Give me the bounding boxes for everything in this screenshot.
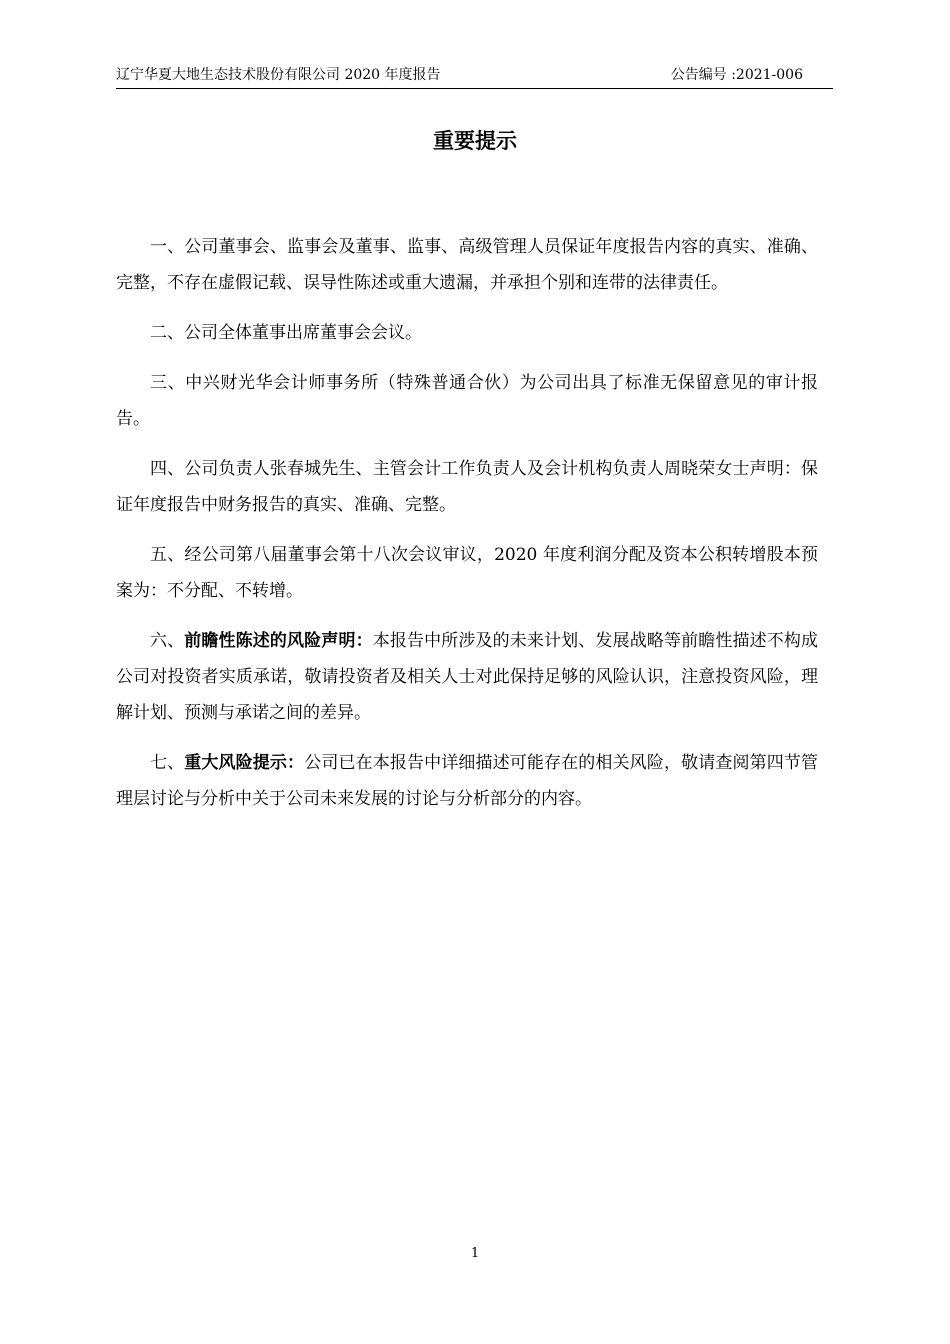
paragraph-6-text: 本报告中所涉及的未来计划、发展战略等前瞻性描述不构成公司对投资者实质承诺，敬请投资者及相关人士对此保持足够的风险认识，注意投资风险，理解计划、预测与承诺之间的差异。 <box>116 631 819 723</box>
paragraph-7-heading: 重大风险提示： <box>184 753 305 773</box>
page-title: 重要提示 <box>433 129 517 153</box>
paragraph-7-prefix: 七、 <box>150 753 185 773</box>
notice-paragraph-5: 五、经公司第八届董事会第十八次会议审议，2020 年度利润分配及资本公积转增股本预案为：不分配、不转增。 <box>116 545 818 601</box>
notice-paragraph-1: 一、公司董事会、监事会及董事、监事、高级管理人员保证年度报告内容的真实、准确、完整，不存在虚假记载、误导性陈述或重大遗漏，并承担个别和连带的法律责任。 <box>116 237 818 293</box>
paragraph-7-text: 公司已在本报告中详细描述可能存在的相关风险，敬请查阅第四节管理层讨论与分析中关于公司未来发展的讨论与分析部分的内容。 <box>116 753 819 809</box>
notice-paragraph-4: 四、公司负责人张春城先生、主管会计工作负责人及会计机构负责人周晓荣女士声明：保证年度报告中财务报告的真实、准确、完整。 <box>116 459 818 515</box>
paragraph-6-heading: 前瞻性陈述的风险声明： <box>184 631 373 651</box>
notice-paragraph-7 <box>116 745 818 817</box>
paragraph-6-prefix: 六、 <box>150 631 185 651</box>
header-report-title: 辽宁华夏大地生态技术股份有限公司 2020 年度报告 <box>116 67 441 83</box>
page-header <box>116 66 833 89</box>
header-announcement-number: 公告编号 :2021-006 <box>670 67 803 83</box>
notice-paragraph-6 <box>116 623 818 731</box>
notice-paragraph-2: 二、公司全体董事出席董事会会议。 <box>150 323 422 343</box>
page-number: 1 <box>470 1246 480 1261</box>
notice-paragraph-3: 三、中兴财光华会计师事务所（特殊普通合伙）为公司出具了标准无保留意见的审计报告。 <box>116 373 818 429</box>
important-notice-body <box>116 229 818 831</box>
